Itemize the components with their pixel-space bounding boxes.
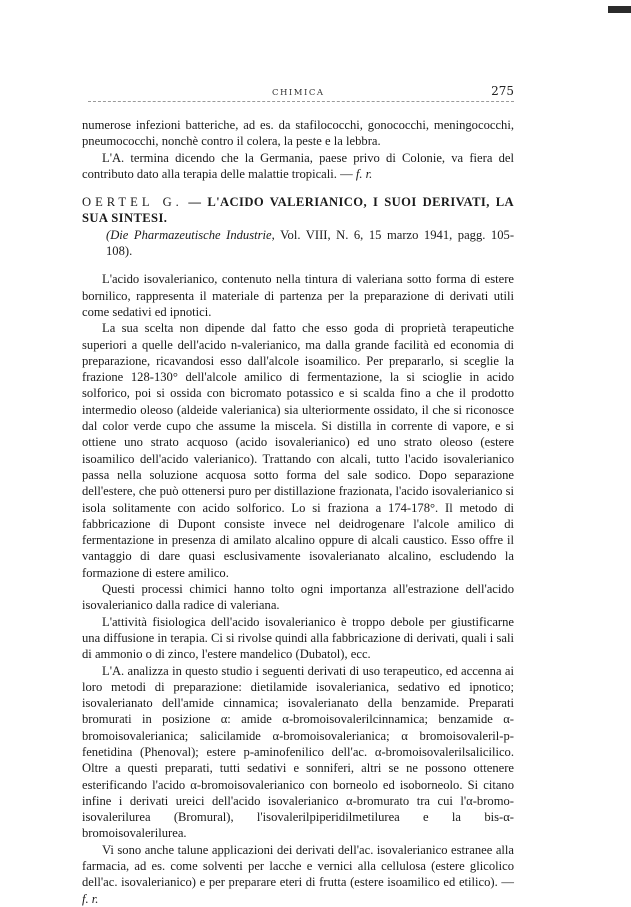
prev-article-conclusion xyxy=(82,150,514,183)
bibliographic-entry xyxy=(82,194,514,259)
prev-article-conclusion-text: L'A. termina dicendo che la Germania, paese privo di Colonie, va fiera del contributo dato alla terapia delle malattie tropicali. — xyxy=(82,150,514,181)
body-text xyxy=(82,117,514,907)
entry-signature: f. r. xyxy=(82,891,99,906)
last-paragraph-text: Vi sono anche talune applicazioni dei derivati dell'ac. isovalerianico estranee alla farmacia, ad es. come solventi per lacche e vernici alla cellulosa (estere glicolico dell'ac. isovalerianico) e per preparare eteri di frutta (estere isoamilico ed etilico). — xyxy=(82,842,514,890)
entry-title: — L'ACIDO VALERIANICO, I SUOI DERIVATI, LA SUA SINTESI. xyxy=(82,195,514,226)
scan-edge-mark xyxy=(608,6,631,13)
body-paragraph: L'A. analizza in questo studio i seguenti derivati di uso terapeutico, ed accenna ai loro metodi di preparazione: dietilamide isovalerianica, sedativo ed ipnotico; isovalerianato dell'amide cinnamica; isovalerianato della benzamide. Preparati bromurati in posizione α: amide α-bromoisovalerilcinnamica; benzamide α-bromoisovalerianica; salicilamide α-bromoisovalerianica; α bromoisovaleril-p-fenetidina (Phenoval); estere p-aminofenilico dell'ac. α-bromoisovalerilsalicilico. Oltre a questi preparati, tutti sedativi e sonniferi, altri se ne possono ottenere esterificando l'acido α-bromoisovalerianico con borneolo ed isoborneolo. Si citano infine i derivati ureici dell'acido isovalerianico α-bromurato tra cui l'α-bromo-isovalerilurea (Bromural), l'isovalerilpiperidilmetilurea e la bis-α-bromoisovalerilurea. xyxy=(82,663,514,841)
entry-journal: (Die Pharmazeutische Industrie, xyxy=(106,227,275,242)
entry-heading xyxy=(82,194,514,227)
entry-citation: Vol. VIII, N. 6, 15 marzo 1941, pagg. 105-108). xyxy=(106,227,515,259)
prev-article-paragraph: numerose infezioni batteriche, ad es. da stafilococchi, gonococchi, meningococchi, pneumococchi, nonchè contro il colera, la peste e la lebbra. xyxy=(82,118,514,149)
body-paragraph-last xyxy=(82,842,514,907)
body-paragraph: Questi processi chimici hanno tolto ogni importanza all'estrazione dell'acido isovalerianico dalla radice di valeriana. xyxy=(82,582,514,613)
page-number: 275 xyxy=(491,84,514,98)
body-paragraph: L'attività fisiologica dell'acido isovalerianico è troppo debole per giustificarne una diffusione in terapia. Ci si rivolse quindi alla fabbricazione di derivati, quali i sali di ammonio o di zinco, l'estere mandelico (Dubatol), ecc. xyxy=(82,614,514,662)
running-head: CHIMICA xyxy=(272,88,325,98)
body-paragraph: L'acido isovalerianico, contenuto nella tintura di valeriana sotto forma di estere bornilico, rappresenta il materiale di partenza per la preparazione di derivati utili come sedativi ed ipnotici. xyxy=(82,272,514,319)
prev-article-signature: f. r. xyxy=(355,166,373,181)
header-rule xyxy=(88,101,514,102)
entry-author: OERTEL G. xyxy=(82,195,183,210)
body-paragraph: La sua scelta non dipende dal fatto che esso goda di proprietà terapeutiche superiori a quelle dell'acido n-valerianico, ma dalla grande facilità ed economia di preparazione, ricavandosi esso dall'alcole isoamilico. Per prepararlo, si sceglie la frazione 128-130° dell'alcole amilico di fermentazione, la si scioglie in acido solforico, poi si ossida con bicromato potassico e si scalda fino a che il prodotto intermedio oleoso (aldeide valerianica) sia ulteriormente ossidato, il che si riconosce dal color verde cupo che assume la miscela. Si distilla in corrente di vapore, e si ottiene uno strato acquoso (acido isovalerianico) ed uno strato oleoso (estere isoamilico dell'acido valerianico). Trattando con alcali, tutto l'acido isovalerianico passa nella soluzione acquosa sotto forma del sale sodico. Dopo separazione dell'estere, che può ottenersi puro per distillazione frazionata, l'acido isovalerianico si isola solitamente con acido solforico. Lo si fraziona a 174-178°. Il metodo di fabbricazione di Dupont consiste invece nel deidrogenare l'alcole amilico di fermentazione in presenza di amilato alcalino oppure di alcali caustico. Esso offre il vantaggio di dare quasi esclusivamente isovalerianato alcalino, escludendo la formazione di estere amilico. xyxy=(82,321,514,580)
page-header xyxy=(82,84,514,100)
entry-citation-line xyxy=(82,227,514,260)
